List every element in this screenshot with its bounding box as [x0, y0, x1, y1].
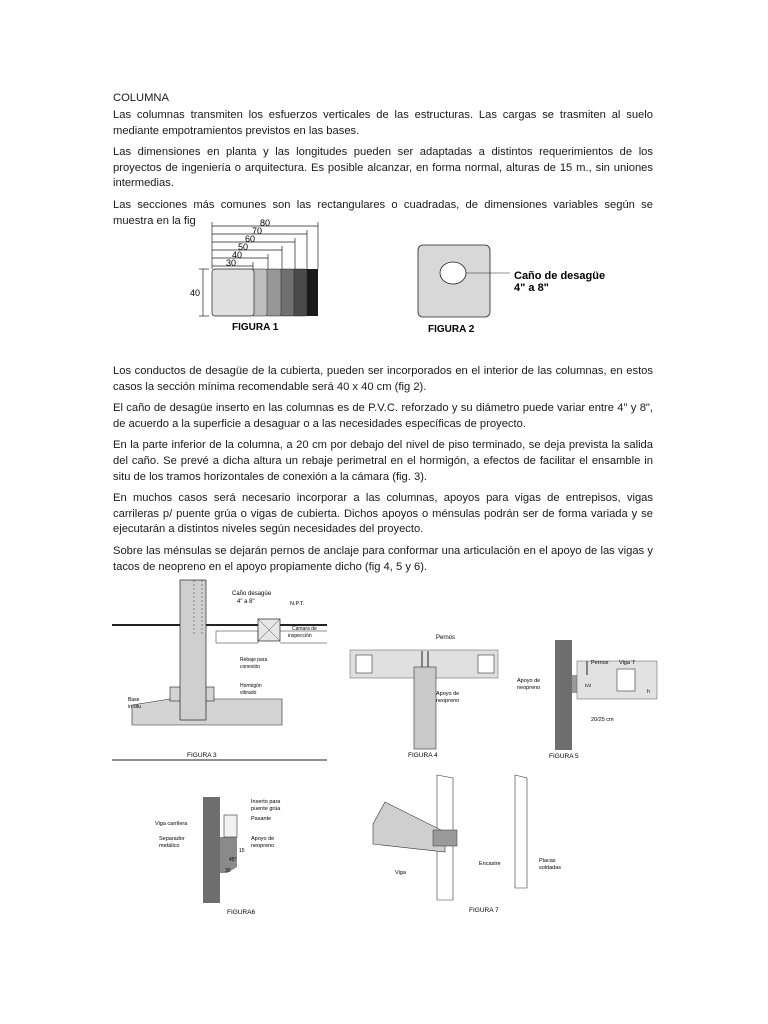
label-apoyo-2: neopreno: [436, 698, 460, 704]
paragraph: Las columnas transmiten los esfuerzos verticales de las estructuras. Las cargas se trasmiten al suelo mediante empotramientos previstos en las bases.: [113, 109, 653, 137]
label-cano: Caño desagüe: [232, 591, 272, 597]
side-dim-40: 40: [190, 288, 201, 298]
section-30: [212, 269, 254, 316]
figure-6: [155, 795, 330, 920]
label-pernos: Pernos: [591, 660, 609, 666]
column-right: [515, 775, 527, 888]
label-separador-2: metálico: [159, 843, 180, 849]
label-15: 15: [239, 848, 245, 854]
label-inserto: Inserto para: [251, 799, 281, 805]
label-placas-2: soldadas: [539, 865, 562, 871]
paragraph: Las secciones más comunes son las rectangulares o cuadradas, de dimensiones variables según se muestra en la fig: [113, 198, 653, 227]
crane-beam: [224, 815, 237, 837]
label-45: 45°: [229, 857, 237, 863]
label-base: Base: [128, 697, 140, 703]
drain-size-label: 4" a 8": [514, 282, 549, 294]
drain-hole: [440, 262, 466, 284]
paragraph: En muchos casos será necesario incorporar a las columnas, apoyos para vigas de entrepisos, vigas carrileras p/ puente grúa o vigas de cubierta. Dichos apoyos o ménsulas podrán ser de forma variada y se ejecutarán a distintos niveles según necesidades del proyecto.: [113, 492, 653, 536]
dim-80: 80: [260, 218, 271, 228]
body-text: [113, 364, 653, 581]
column: [555, 640, 572, 750]
paragraph: En la parte inferior de la columna, a 20 cm por debajo del nivel de piso terminado, se deja prevista la salida del caño. Se prevé a dicha altura un rebaje perimetral en el hormigón, a efectos de facilitar el ensamble in situ de los tramos horizontales de conexión a la cámara (fig. 3).: [113, 439, 653, 483]
label-apoyo-2: neopreno: [251, 843, 275, 849]
label-cano-size: 4" a 8": [237, 599, 255, 605]
dim-70: 70: [252, 226, 263, 236]
label-placas: Placas: [539, 858, 556, 864]
label-apoyo: Apoyo de: [436, 691, 460, 697]
label-pasante: Pasante: [251, 816, 272, 822]
label-viga: Viga: [395, 870, 406, 876]
page-title: COLUMNA: [113, 92, 169, 104]
paragraph: Las dimensiones en planta y las longitudes pueden ser adaptadas a distintos requerimientos de los proyectos de ingeniería o arquitectura. Es posible alcanzar, en forma normal, alturas de 15 m., sin uniones intermedias.: [113, 146, 653, 190]
label-camara-2: inspección: [288, 633, 312, 639]
label-hormigon: Hormigón: [240, 683, 262, 689]
label-viga: Viga carrilera: [155, 821, 188, 827]
label-apoyo: Apoyo de: [251, 836, 275, 842]
label-viga: Viga 'I': [619, 660, 636, 666]
dim-60: 60: [245, 234, 256, 244]
section-50: [265, 269, 281, 316]
figure-1-caption: FIGURA 1: [232, 322, 279, 333]
drain-label: Caño de desagüe: [514, 270, 606, 282]
label-30: 30: [225, 868, 231, 874]
paragraph: El caño de desagüe inserto en las columnas es de P.V.C. reforzado y su diámetro puede variar entre 4" y 8", de acuerdo a la superficie a desaguar o a las necesidades específicas de proyecto.: [113, 402, 653, 430]
label-rebaje: Rebaje para: [240, 657, 268, 663]
figure-2-caption: FIGURA 2: [428, 324, 475, 335]
figure-4: [348, 625, 503, 765]
label-npt: N.P.T.: [290, 601, 305, 607]
column: [203, 797, 220, 903]
figure-3: [112, 575, 337, 765]
figure-5: [515, 635, 665, 765]
label-apoyo: Apoyo de: [517, 678, 541, 684]
paragraph: Los conductos de desagüe de la cubierta, pueden ser incorporados en el interior de las columnas, en estos casos la sección mínima recomendable será 40 x 40 cm (fig 2).: [113, 365, 653, 393]
figure-3-caption: FIGURA 3: [187, 752, 217, 759]
figure-4-caption: FIGURA 4: [408, 752, 438, 759]
label-encastre: Encastre: [479, 861, 501, 867]
figure-1: [185, 212, 335, 337]
label-separador: Separador: [159, 836, 185, 842]
encastre-block: [433, 830, 457, 846]
label-base-2: in situ: [128, 704, 142, 710]
figure-2: [410, 240, 610, 340]
figure-5-caption: FIGURA 5: [549, 753, 579, 760]
label-pernos: Pernos: [436, 635, 456, 641]
paragraph: Sobre las ménsulas se dejarán pernos de anclaje para conformar una articulación en el apoyo de las vigas y tacos de neopreno en el apoyo propiamente dicho (fig 4, 5 y 6).: [113, 544, 653, 573]
figure-7-caption: FIGURA 7: [469, 907, 499, 914]
dim-30: 30: [226, 258, 237, 268]
label-inserto-2: puente grúa: [251, 806, 281, 812]
figure-6-caption: FIGURA6: [227, 909, 256, 916]
label-dim: 20/25 cm: [591, 717, 614, 723]
column: [414, 667, 436, 749]
label-apoyo-2: neopreno: [517, 685, 541, 691]
label-h2: h/2: [585, 683, 592, 688]
label-h: h: [647, 689, 650, 695]
dim-50: 50: [238, 242, 249, 252]
figure-7: [365, 770, 565, 918]
base-footing: [132, 699, 282, 725]
label-hormigon-2: vibrado: [240, 690, 257, 696]
label-camara: Cámara de: [292, 626, 317, 632]
dim-40: 40: [232, 250, 243, 260]
label-rebaje-2: conexión: [240, 664, 261, 670]
